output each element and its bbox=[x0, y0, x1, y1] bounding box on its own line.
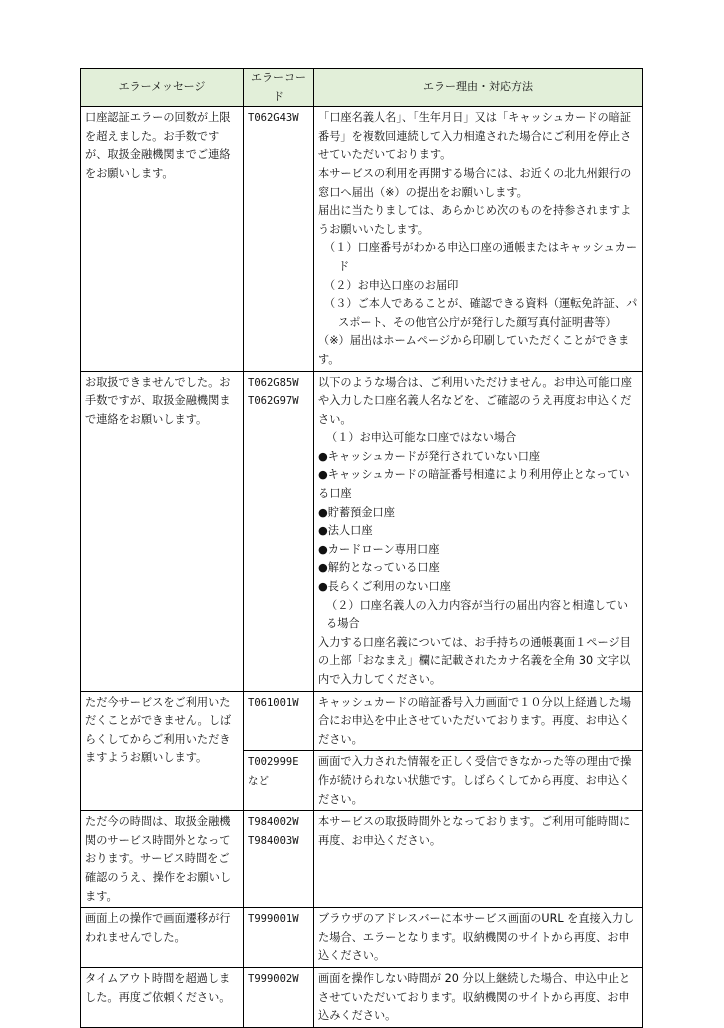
code-value: T984003W bbox=[248, 834, 299, 847]
table-row bbox=[81, 811, 643, 908]
reason-line: 本サービスの利用を再開する場合には、お近くの北九州銀行の窓口へ届出（※）の提出をお願いします。 bbox=[318, 166, 632, 199]
error-code bbox=[244, 751, 314, 811]
reason-line: 「口座名義人名」、「生年月日」又は「キャッシュカードの暗証番号」を複数回連続して入力相違された場合にご利用を停止させていただいております。 bbox=[318, 111, 632, 162]
table-row bbox=[81, 107, 643, 371]
code-value: T061001W bbox=[248, 696, 299, 709]
reason-line: （１）口座番号がわかる申込口座の通帳またはキャッシュカード bbox=[324, 241, 638, 273]
code-value: T999002W bbox=[248, 972, 299, 985]
code-value: T062G97W bbox=[248, 395, 299, 408]
header-row bbox=[81, 69, 643, 107]
error-code bbox=[244, 107, 314, 371]
error-code bbox=[244, 967, 314, 1027]
error-reason bbox=[314, 811, 643, 908]
reason-line: 本サービスの取扱時間外となっております。ご利用可能時間に再度、お申込ください。 bbox=[318, 815, 631, 847]
reason-line: （※）届出はホームページから印刷していただくことができます。 bbox=[318, 334, 630, 366]
error-reason bbox=[314, 371, 643, 691]
reason-line: （３）ご本人であることが、確認できる資料（運転免許証、パスポート、その他官公庁が発行した顔写真付証明書等） bbox=[324, 297, 638, 329]
code-value: T002999E bbox=[248, 756, 299, 769]
reason-line: （２）口座名義人の入力内容が当行の届出内容と相違している場合 bbox=[326, 598, 629, 631]
reason-line: 入力する口座名義については、お手持ちの通帳裏面１ページ目の上部「おなまえ」欄に記載されたカナ名義を全角 30 文字以内で入力してください。 bbox=[318, 635, 631, 686]
code-value: など bbox=[248, 774, 269, 787]
error-message: ただ今の時間は、取扱金融機関のサービス時間外となっております。サービス時間をご確認のうえ、操作をお願いします。 bbox=[81, 811, 244, 908]
error-code bbox=[244, 811, 314, 908]
table-row bbox=[81, 967, 643, 1027]
error-message: お取扱できませんでした。お手数ですが、取扱金融機関まで連絡をお願いします。 bbox=[81, 371, 244, 691]
reason-line: ●解約となっている口座 bbox=[318, 561, 440, 575]
header-message: エラーメッセージ bbox=[81, 69, 244, 107]
code-value: T062G43W bbox=[248, 112, 299, 125]
header-code: エラーコード bbox=[244, 69, 314, 107]
error-message: ただ今サービスをご利用いただくことができません。しばらくしてからご利用いただきますようお願いします。 bbox=[81, 691, 244, 811]
reason-line: キャッシュカードの暗証番号入力画面で１０分以上経過した場合にお申込を中止させていただいております。再度、お申込ください。 bbox=[318, 695, 632, 746]
reason-line: （２）お申込口座のお届印 bbox=[324, 278, 459, 292]
reason-line: ブラウザのアドレスバーに本サービス画面のURL を直接入力した場合、エラーとなります。収納機関のサイトから再度、お申込ください。 bbox=[318, 912, 635, 963]
error-reason bbox=[314, 967, 643, 1027]
reason-line: 画面で入力された情報を正しく受信できなかった等の理由で操作が続けられない状態です。しばらくしてから再度、お申込ください。 bbox=[318, 755, 632, 806]
table-row bbox=[81, 691, 643, 751]
error-message: 口座認証エラーの回数が上限を超えました。お手数ですが、取扱金融機関までご連絡をお願いします。 bbox=[81, 107, 244, 371]
reason-line: ●法人口座 bbox=[318, 524, 373, 538]
error-reason bbox=[314, 691, 643, 751]
error-reason bbox=[314, 751, 643, 811]
error-reason bbox=[314, 908, 643, 968]
reason-line: ●貯蓄預金口座 bbox=[318, 505, 395, 519]
reason-line: ●キャッシュカードが発行されていない口座 bbox=[318, 449, 541, 463]
reason-line: ●カードローン専用口座 bbox=[318, 542, 440, 556]
error-message: タイムアウト時間を超過しました。再度ご依頼ください。 bbox=[81, 967, 244, 1027]
error-message: 画面上の操作で画面遷移が行われませんでした。 bbox=[81, 908, 244, 968]
error-code bbox=[244, 371, 314, 691]
reason-line: ●キャッシュカードの暗証番号相違により利用停止となっている口座 bbox=[318, 468, 630, 501]
reason-line: 以下のような場合は、ご利用いただけません。お申込可能口座や入力した口座名義人名などを、ご確認のうえ再度お申込ください。 bbox=[318, 375, 632, 426]
code-value: T984002W bbox=[248, 816, 299, 829]
table-row bbox=[81, 908, 643, 968]
reason-line: （１）お申込可能な口座ではない場合 bbox=[326, 431, 517, 445]
reason-line: 届出に当たりましては、あらかじめ次のものを持参されますようお願いいたします。 bbox=[318, 204, 632, 236]
error-code bbox=[244, 691, 314, 751]
reason-line: 画面を操作しない時間が 20 分以上継続した場合、申込中止とさせていただいております。収納機関のサイトから再度、お申込みください。 bbox=[318, 971, 631, 1023]
error-code bbox=[244, 908, 314, 968]
code-value: T062G85W bbox=[248, 376, 299, 389]
reason-line: ●長らくご利用のない口座 bbox=[318, 580, 451, 594]
code-value: T999001W bbox=[248, 913, 299, 926]
error-table bbox=[80, 68, 643, 1028]
table-row bbox=[81, 371, 643, 691]
error-reason bbox=[314, 107, 643, 371]
header-reason: エラー理由・対応方法 bbox=[314, 69, 643, 107]
